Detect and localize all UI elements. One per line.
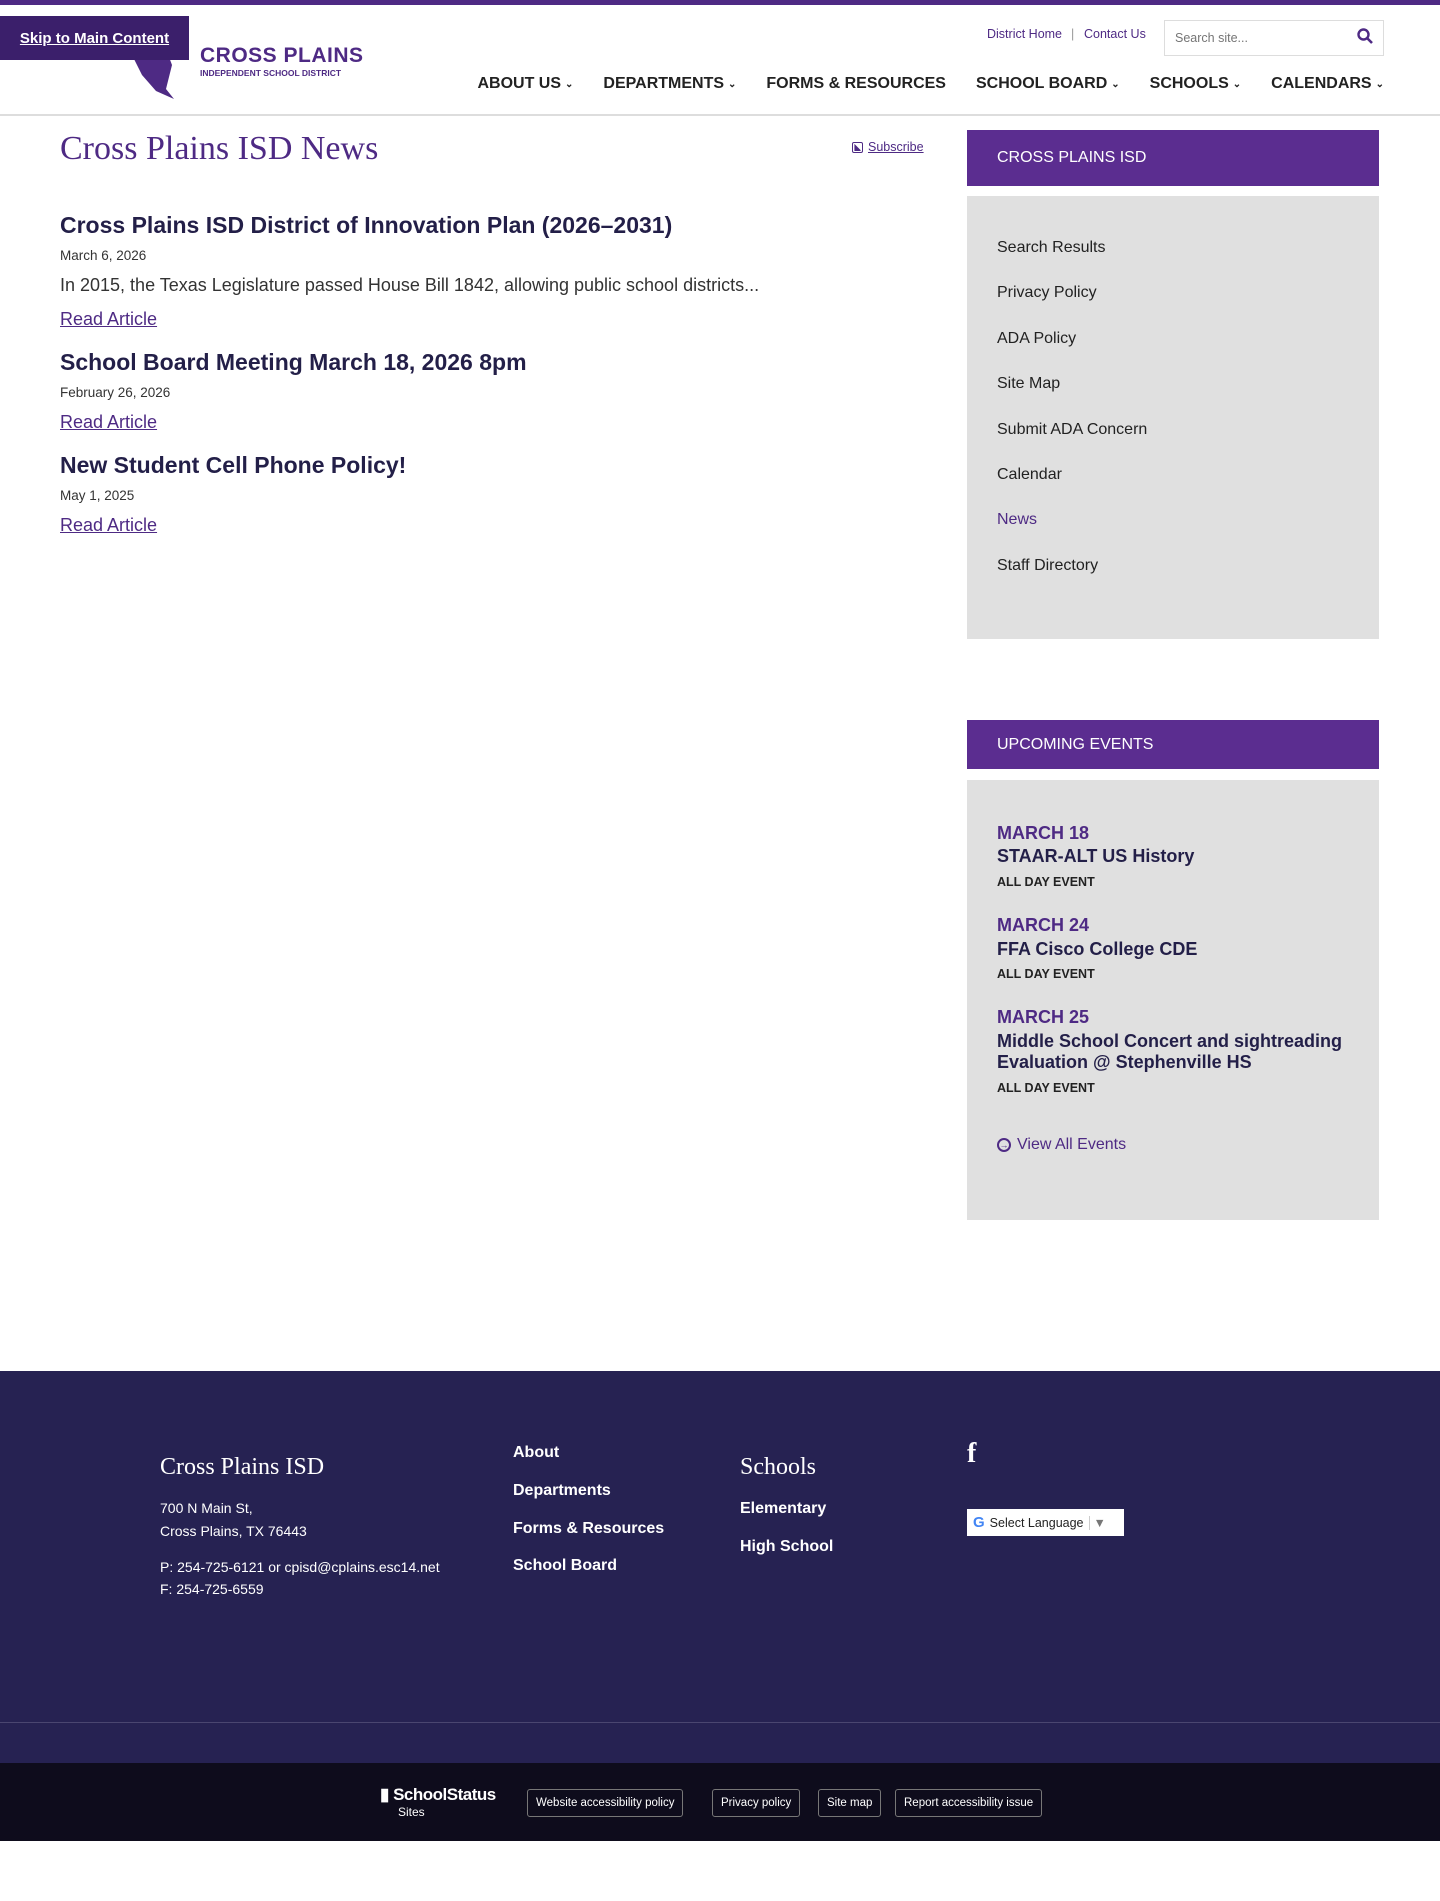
event-title[interactable]: Middle School Concert and sightreading Evaluation @ Stephenville HS [997, 1031, 1343, 1072]
footer-link-about[interactable]: About [513, 1444, 560, 1461]
district-home-link[interactable]: District Home [987, 27, 1063, 41]
article-excerpt: In 2015, the Texas Legislature passed House Bill 1842, allowing public school districts... [60, 275, 760, 295]
chevron-down-icon: ⌄ [1375, 78, 1384, 90]
chevron-down-icon: ⌄ [565, 78, 574, 90]
brand-sub: Sites [398, 1805, 425, 1819]
footer-link-elementary[interactable]: Elementary [740, 1500, 827, 1517]
footer-fax: F: 254-725-6559 [160, 1581, 264, 1597]
report-accessibility-issue-link[interactable]: Report accessibility issue [895, 1789, 1042, 1817]
schoolstatus-icon: ▮ [380, 1785, 394, 1804]
main-nav [477, 75, 1384, 93]
footer-district-name: Cross Plains ISD [160, 1454, 325, 1480]
site-map-link[interactable]: Site map [818, 1789, 881, 1817]
footer-address-line2: Cross Plains, TX 76443 [160, 1523, 307, 1539]
nav-calendars[interactable] [1271, 75, 1384, 93]
nav-label: SCHOOL BOARD [975, 75, 1108, 92]
skip-to-content-link[interactable]: Skip to Main Content [0, 16, 189, 60]
rss-icon: ◣ [852, 142, 863, 153]
search-icon[interactable] [1357, 28, 1373, 49]
arrow-circle-right-icon: → [997, 1138, 1011, 1152]
sidebar-item-site-map[interactable]: Site Map [997, 375, 1061, 392]
sidebar-item-search-results[interactable]: Search Results [997, 239, 1106, 256]
logo-name[interactable]: CROSS PLAINS [200, 44, 364, 67]
sidebar-item-submit-ada-concern[interactable]: Submit ADA Concern [997, 421, 1148, 438]
facebook-icon[interactable]: f [967, 1438, 977, 1469]
event-date: MARCH 25 [997, 1007, 1090, 1027]
events-heading: UPCOMING EVENTS [967, 720, 1379, 769]
footer-schools-heading: Schools [740, 1454, 817, 1480]
sidebar-item-privacy-policy[interactable]: Privacy Policy [997, 284, 1097, 301]
chevron-down-icon: ⌄ [728, 78, 737, 90]
event-date: MARCH 18 [997, 823, 1090, 843]
nav-label: ABOUT US [477, 75, 562, 92]
footer-link-high-school[interactable]: High School [740, 1538, 834, 1555]
event-title[interactable]: FFA Cisco College CDE [997, 939, 1198, 959]
nav-label: DEPARTMENTS [603, 75, 725, 92]
sidebar-item-calendar[interactable]: Calendar [997, 466, 1062, 483]
event-time: ALL DAY EVENT [997, 1081, 1095, 1095]
subscribe-link[interactable] [852, 140, 924, 154]
nav-label: CALENDARS [1271, 75, 1372, 92]
sidebar-heading: CROSS PLAINS ISD [967, 130, 1379, 186]
chevron-down-icon: ⌄ [1232, 78, 1242, 90]
search-input[interactable] [1175, 31, 1335, 45]
privacy-policy-link[interactable]: Privacy policy [712, 1789, 800, 1817]
view-all-events-link[interactable] [997, 1136, 1126, 1154]
search-box [1164, 20, 1384, 56]
page-title: Cross Plains ISD News [60, 130, 379, 167]
logo-subtitle: INDEPENDENT SCHOOL DISTRICT [200, 68, 342, 78]
article-title[interactable]: School Board Meeting March 18, 2026 8pm [60, 349, 527, 375]
nav-label: SCHOOLS [1149, 75, 1229, 92]
view-all-label: View All Events [1017, 1136, 1127, 1153]
nav-forms-resources[interactable] [766, 75, 946, 93]
language-label: Select Language [989, 1515, 1084, 1530]
nav-label: FORMS & RESOURCES [766, 75, 946, 92]
footer-link-school-board[interactable]: School Board [513, 1557, 618, 1574]
brand-name: SchoolStatus [393, 1785, 496, 1804]
footer-address-line1: 700 N Main St, [160, 1500, 253, 1516]
dropdown-arrow-icon: ▼ [1089, 1516, 1106, 1530]
article-title[interactable]: New Student Cell Phone Policy! [60, 452, 407, 478]
sidebar-item-ada-policy[interactable]: ADA Policy [997, 330, 1077, 347]
footer-link-forms-resources[interactable]: Forms & Resources [513, 1520, 665, 1537]
article-date: February 26, 2026 [60, 385, 171, 400]
read-article-link[interactable]: Read Article [60, 412, 158, 432]
language-select[interactable] [967, 1509, 1124, 1536]
accessibility-policy-link[interactable]: Website accessibility policy [527, 1789, 683, 1817]
subscribe-label: Subscribe [868, 140, 924, 154]
read-article-link[interactable]: Read Article [60, 309, 158, 329]
google-icon: G [973, 1514, 985, 1531]
schoolstatus-logo[interactable] [380, 1785, 496, 1819]
nav-about-us[interactable] [477, 75, 573, 93]
footer-divider [0, 1722, 1440, 1723]
sidebar-item-news[interactable]: News [997, 511, 1038, 528]
article-date: March 6, 2026 [60, 248, 147, 263]
chevron-down-icon: ⌄ [1111, 78, 1120, 90]
sidebar-item-staff-directory[interactable]: Staff Directory [997, 557, 1099, 574]
link-separator: | [1071, 27, 1075, 41]
nav-schools[interactable] [1150, 75, 1242, 93]
read-article-link[interactable]: Read Article [60, 515, 158, 535]
event-time: ALL DAY EVENT [997, 967, 1095, 981]
event-title[interactable]: STAAR-ALT US History [997, 846, 1195, 866]
event-date: MARCH 24 [997, 915, 1090, 935]
footer-phone: P: 254-725-6121 or cpisd@cplains.esc14.net [160, 1559, 440, 1575]
article-title[interactable]: Cross Plains ISD District of Innovation Plan (2026–2031) [60, 212, 673, 238]
nav-school-board[interactable] [976, 75, 1120, 93]
contact-us-link[interactable]: Contact Us [1084, 27, 1146, 41]
footer-link-departments[interactable]: Departments [513, 1482, 611, 1499]
event-time: ALL DAY EVENT [997, 875, 1095, 889]
article-date: May 1, 2025 [60, 488, 135, 503]
nav-departments[interactable] [603, 75, 736, 93]
